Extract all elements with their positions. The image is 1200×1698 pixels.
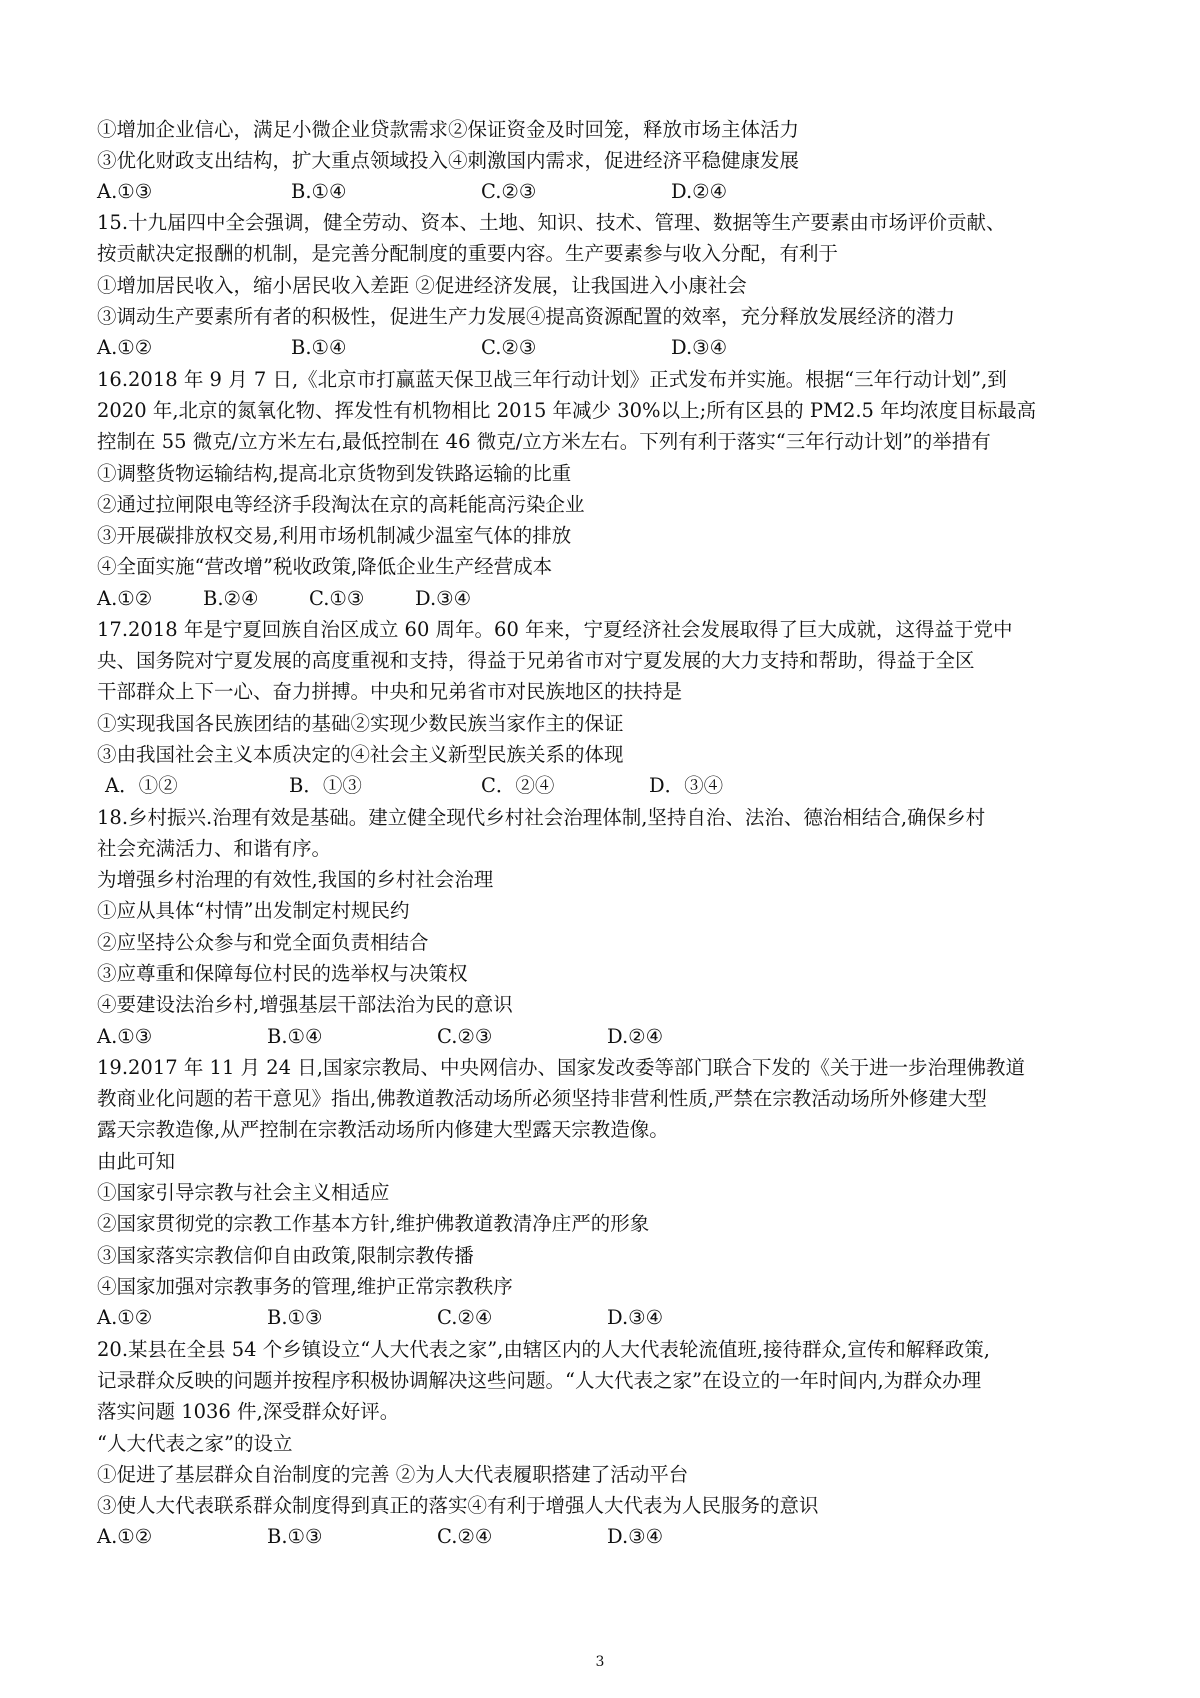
q16-choice-2: ②通过拉闸限电等经济手段淘汰在京的高耗能高污染企业 [97,493,585,516]
option-c: C.②③ [437,1025,493,1048]
q20-choice-line-1: ①促进了基层群众自治制度的完善 ②为人大代表履职搭建了活动平台 [97,1463,689,1486]
q18-stem-line-1: 18.乡村振兴.治理有效是基础。建立健全现代乡村社会治理体制,坚持自治、法治、德治相结合,确保乡村 [97,806,986,829]
q19-stem-line-1: 19.2017 年 11 月 24 日,国家宗教局、中央网信办、国家发改委等部门联合下发的《关于进一步治理佛教道 [97,1056,1025,1079]
page-number: 3 [595,1654,605,1670]
q20-stem-line-1: 20.某县在全县 54 个乡镇设立“人大代表之家”,由辖区内的人大代表轮流值班,接待群众,宣传和解释政策, [97,1338,990,1361]
q18-choice-1: ①应从具体“村情”出发制定村规民约 [97,899,410,922]
q19-choice-2: ②国家贯彻党的宗教工作基本方针,维护佛教道教清净庄严的形象 [97,1212,650,1235]
q17-choice-line-2: ③由我国社会主义本质决定的④社会主义新型民族关系的体现 [97,743,624,766]
option-d: D.③④ [415,587,472,610]
q15-stem-line-2: 按贡献决定报酬的机制，是完善分配制度的重要内容。生产要素参与收入分配，有利于 [97,242,839,265]
q19-stem-line-3: 露天宗教造像,从严控制在宗教活动场所内修建大型露天宗教造像。 [97,1118,669,1141]
q14-choice-line-2: ③优化财政支出结构，扩大重点领域投入④刺激国内需求，促进经济平稳健康发展 [97,149,800,172]
q14-choice-line-1: ①增加企业信心，满足小微企业贷款需求②保证资金及时回笼，释放市场主体活力 [97,118,800,141]
q18-choice-3: ③应尊重和保障每位村民的选举权与决策权 [97,962,468,985]
q18-stem-line-3: 为增强乡村治理的有效性,我国的乡村社会治理 [97,868,494,891]
option-b: B.①④ [291,336,347,359]
option-b: B.①③ [267,1525,323,1548]
option-a: A．①② [105,774,178,797]
option-b: B.②④ [203,587,259,610]
q19-choice-1: ①国家引导宗教与社会主义相适应 [97,1181,390,1204]
q16-stem-line-2: 2020 年,北京的氮氧化物、挥发性有机物相比 2015 年减少 30%以上;所有区县的 PM2.5 年均浓度目标最高 [97,399,1037,422]
option-d: D．③④ [649,774,724,797]
option-b: B.①④ [291,180,347,203]
option-d: D.③④ [671,336,728,359]
option-a: A.①② [97,336,153,359]
q18-choice-2: ②应坚持公众参与和党全面负责相结合 [97,931,429,954]
option-a: A.①③ [97,180,153,203]
q19-choice-3: ③国家落实宗教信仰自由政策,限制宗教传播 [97,1244,474,1267]
option-a: A.①② [97,1525,153,1548]
option-b: B.①③ [267,1306,323,1329]
q17-choice-line-1: ①实现我国各民族团结的基础②实现少数民族当家作主的保证 [97,712,624,735]
option-c: C.②④ [437,1525,493,1548]
q15-choice-line-1: ①增加居民收入，缩小居民收入差距 ②促进经济发展，让我国进入小康社会 [97,274,747,297]
q19-stem-line-4: 由此可知 [97,1150,176,1173]
q16-stem-line-1: 16.2018 年 9 月 7 日,《北京市打赢蓝天保卫战三年行动计划》正式发布并实施。根据“三年行动计划”,到 [97,368,1007,391]
option-a: A.①② [97,587,153,610]
q20-stem-line-2: 记录群众反映的问题并按程序积极协调解决这些问题。“人大代表之家”在设立的一年时间内,为群众办理 [97,1369,982,1392]
q18-choice-4: ④要建设法治乡村,增强基层干部法治为民的意识 [97,993,513,1016]
option-c: C.②③ [481,336,537,359]
option-c: C.②③ [481,180,537,203]
option-c: C．②④ [481,774,555,797]
option-b: B.①④ [267,1025,323,1048]
option-a: A.①③ [97,1025,153,1048]
q17-stem-line-1: 17.2018 年是宁夏回族自治区成立 60 周年。60 年来，宁夏经济社会发展取得了巨大成就，这得益于党中 [97,618,1013,641]
q15-choice-line-2: ③调动生产要素所有者的积极性，促进生产力发展④提高资源配置的效率，充分释放发展经济的潜力 [97,305,956,328]
q18-stem-line-2: 社会充满活力、和谐有序。 [97,837,332,860]
option-a: A.①② [97,1306,153,1329]
q20-choice-line-2: ③使人大代表联系群众制度得到真正的落实④有利于增强人大代表为人民服务的意识 [97,1494,819,1517]
option-d: D.③④ [607,1525,664,1548]
q19-stem-line-2: 教商业化问题的若干意见》指出,佛教道教活动场所必须坚持非营利性质,严禁在宗教活动场所外修建大型 [97,1087,987,1110]
option-c: C.②④ [437,1306,493,1329]
option-d: D.②④ [607,1025,664,1048]
q20-stem-line-3: 落实问题 1036 件,深受群众好评。 [97,1400,400,1423]
q16-choice-3: ③开展碳排放权交易,利用市场机制减少温室气体的排放 [97,524,572,547]
q17-stem-line-3: 干部群众上下一心、奋力拼搏。中央和兄弟省市对民族地区的扶持是 [97,680,683,703]
q19-choice-4: ④国家加强对宗教事务的管理,维护正常宗教秩序 [97,1275,513,1298]
q17-stem-line-2: 央、国务院对宁夏发展的高度重视和支持，得益于兄弟省市对宁夏发展的大力支持和帮助，得益于全区 [97,649,975,672]
q16-choice-1: ①调整货物运输结构,提高北京货物到发铁路运输的比重 [97,462,572,485]
option-d: D.②④ [671,180,728,203]
option-d: D.③④ [607,1306,664,1329]
q16-choice-4: ④全面实施“营改增”税收政策,降低企业生产经营成本 [97,555,553,578]
option-b: B．①③ [289,774,362,797]
q20-stem-line-4: “人大代表之家”的设立 [97,1432,293,1455]
q15-stem-line-1: 15.十九届四中全会强调，健全劳动、资本、土地、知识、技术、管理、数据等生产要素由市场评价贡献、 [97,211,1006,234]
q16-stem-line-3: 控制在 55 微克/立方米左右,最低控制在 46 微克/立方米左右。下列有利于落实“三年行动计划”的举措有 [97,430,991,453]
option-c: C.①③ [309,587,365,610]
